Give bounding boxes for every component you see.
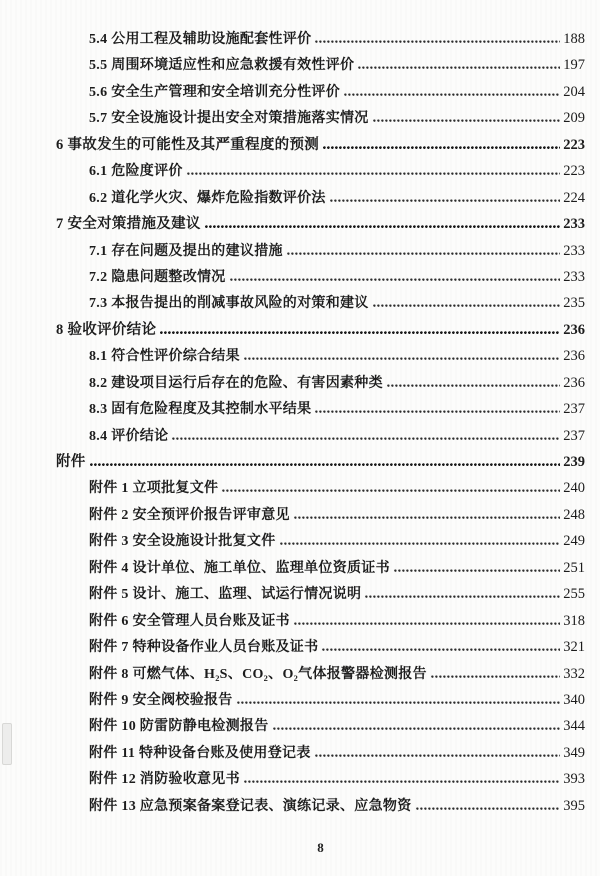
toc-entry-label: 附件 11 特种设备台账及使用登记表 [89, 745, 311, 761]
toc-entry-page: 249 [563, 533, 585, 550]
toc-entry [56, 423, 585, 449]
dot-leader [273, 727, 561, 730]
toc-entry [56, 158, 585, 184]
toc-section-heading [56, 449, 585, 475]
toc-entry-label: 附件 12 消防验收意见书 [89, 772, 240, 788]
toc-entry-label: 6.1 危险度评价 [89, 164, 183, 180]
dot-leader [160, 331, 560, 334]
toc-entry [56, 740, 585, 766]
toc-entry-label: 附件 7 特种设备作业人员台账及证书 [89, 640, 319, 656]
table-of-contents [56, 26, 585, 819]
dot-leader [237, 701, 561, 704]
dot-leader [344, 93, 560, 96]
dot-leader [365, 595, 560, 598]
dot-leader [315, 754, 561, 757]
toc-entry [56, 634, 585, 660]
toc-entry-label: 7 安全对策措施及建议 [56, 216, 201, 233]
toc-entry-label: 附件 6 安全管理人员台账及证书 [89, 613, 290, 629]
dot-leader [323, 146, 560, 149]
toc-entry-label: 附件 8 可燃气体、H₂S、CO₂、O₂气体报警器检测报告 [89, 666, 427, 682]
toc-entry [56, 687, 585, 713]
toc-entry-label: 8.2 建设项目运行后存在的危险、有害因素种类 [89, 375, 383, 391]
toc-entry-page: 318 [563, 612, 585, 629]
toc-entry-page: 349 [563, 744, 585, 761]
dot-leader [90, 463, 561, 466]
dot-leader [172, 437, 560, 440]
toc-entry [56, 581, 585, 607]
toc-entry-page: 332 [563, 665, 585, 682]
toc-entry-label: 5.5 周围环境适应性和应急救援有效性评价 [89, 58, 355, 74]
toc-entry [56, 290, 585, 316]
dot-leader [431, 675, 560, 678]
dot-leader [287, 252, 560, 255]
toc-entry [56, 608, 585, 634]
toc-entry [56, 396, 585, 422]
dot-leader [187, 172, 561, 175]
toc-entry-label: 5.4 公用工程及辅助设施配套性评价 [89, 32, 312, 47]
toc-entry-page: 237 [563, 401, 585, 418]
dot-leader [280, 542, 561, 545]
toc-entry-label: 附件 5 设计、施工、监理、试运行情况说明 [89, 587, 362, 603]
toc-section-heading [56, 211, 585, 237]
toc-entry-page: 393 [563, 771, 585, 788]
toc-entry-label: 6 事故发生的可能性及其严重程度的预测 [56, 136, 320, 153]
toc-entry-page: 188 [563, 31, 585, 47]
toc-entry-page: 236 [563, 348, 585, 365]
toc-entry-label: 7.2 隐患问题整改情况 [89, 269, 226, 285]
toc-entry-label: 8.4 评价结论 [89, 428, 169, 444]
dot-leader [294, 622, 560, 625]
toc-entry [56, 793, 585, 819]
toc-entry-page: 251 [563, 559, 585, 576]
toc-entry [56, 26, 585, 52]
toc-entry-page: 237 [563, 427, 585, 444]
toc-entry-label: 8.3 固有危险程度及其控制水平结果 [89, 402, 312, 418]
toc-entry-label: 附件 [56, 454, 86, 470]
toc-entry-page: 233 [563, 216, 585, 233]
toc-entry-page: 197 [563, 57, 585, 74]
toc-entry [56, 766, 585, 792]
toc-entry-label: 附件 4 设计单位、施工单位、监理单位资质证书 [89, 560, 390, 576]
toc-entry-page: 255 [563, 586, 585, 603]
scan-edge-artifact [2, 723, 12, 765]
toc-entry-page: 224 [563, 189, 585, 206]
toc-entry [56, 105, 585, 131]
toc-entry-label: 7.1 存在问题及提出的建议措施 [89, 243, 283, 259]
toc-entry-page: 236 [563, 321, 585, 338]
dot-leader [230, 278, 561, 281]
dot-leader [330, 199, 561, 202]
toc-entry [56, 502, 585, 528]
dot-leader [294, 516, 560, 519]
toc-entry [56, 370, 585, 396]
toc-entry-page: 223 [563, 163, 585, 180]
toc-entry [56, 661, 585, 687]
toc-entry [56, 528, 585, 554]
toc-entry [56, 713, 585, 739]
dot-leader [373, 119, 561, 122]
page-footer-number: 8 [317, 840, 324, 855]
dot-leader [205, 225, 561, 228]
dot-leader [416, 807, 561, 810]
toc-entry-page: 395 [563, 797, 585, 814]
toc-entry-page: 233 [563, 242, 585, 259]
toc-entry-page: 321 [563, 639, 585, 656]
dot-leader [244, 780, 560, 783]
dot-leader [222, 489, 560, 492]
toc-entry-label: 8.1 符合性评价综合结果 [89, 349, 240, 365]
toc-entry-page: 233 [563, 268, 585, 285]
toc-entry-page: 236 [563, 374, 585, 391]
toc-entry-page: 240 [563, 480, 585, 497]
toc-entry [56, 343, 585, 369]
toc-entry-label: 附件 13 应急预案备案登记表、演练记录、应急物资 [89, 798, 412, 814]
dot-leader [315, 410, 560, 413]
toc-entry-label: 附件 3 安全设施设计批复文件 [89, 534, 276, 550]
toc-entry [56, 264, 585, 290]
toc-entry-page: 223 [563, 136, 585, 153]
dot-leader [358, 66, 560, 69]
toc-entry [56, 79, 585, 105]
toc-entry-page: 209 [563, 110, 585, 127]
toc-section-heading [56, 317, 585, 343]
toc-entry-page: 235 [563, 295, 585, 312]
toc-entry-label: 6.2 道化学火灾、爆炸危险指数评价法 [89, 190, 326, 206]
toc-entry-label: 附件 9 安全阀校验报告 [89, 692, 233, 708]
toc-entry-label: 附件 10 防雷防静电检测报告 [89, 719, 269, 735]
toc-entry-page: 204 [563, 83, 585, 100]
dot-leader [387, 384, 560, 387]
toc-entry-page: 340 [563, 691, 585, 708]
dot-leader [322, 648, 560, 651]
toc-entry [56, 475, 585, 501]
toc-entry-label: 7.3 本报告提出的削减事故风险的对策和建议 [89, 296, 369, 312]
toc-entry-page: 239 [563, 454, 585, 470]
toc-entry-label: 8 验收评价结论 [56, 321, 157, 338]
toc-entry-label: 5.7 安全设施设计提出安全对策措施落实情况 [89, 111, 369, 127]
dot-leader [315, 40, 560, 43]
toc-entry [56, 555, 585, 581]
toc-entry-label: 附件 1 立项批复文件 [89, 481, 219, 497]
toc-entry-page: 344 [563, 718, 585, 735]
toc-entry [56, 238, 585, 264]
toc-entry [56, 185, 585, 211]
toc-entry-label: 附件 2 安全预评价报告评审意见 [89, 507, 290, 523]
toc-entry-label: 5.6 安全生产管理和安全培训充分性评价 [89, 84, 340, 100]
dot-leader [244, 357, 560, 360]
toc-entry [56, 52, 585, 78]
toc-entry-page: 248 [563, 506, 585, 523]
dot-leader [394, 569, 560, 572]
toc-section-heading [56, 132, 585, 158]
dot-leader [373, 304, 561, 307]
